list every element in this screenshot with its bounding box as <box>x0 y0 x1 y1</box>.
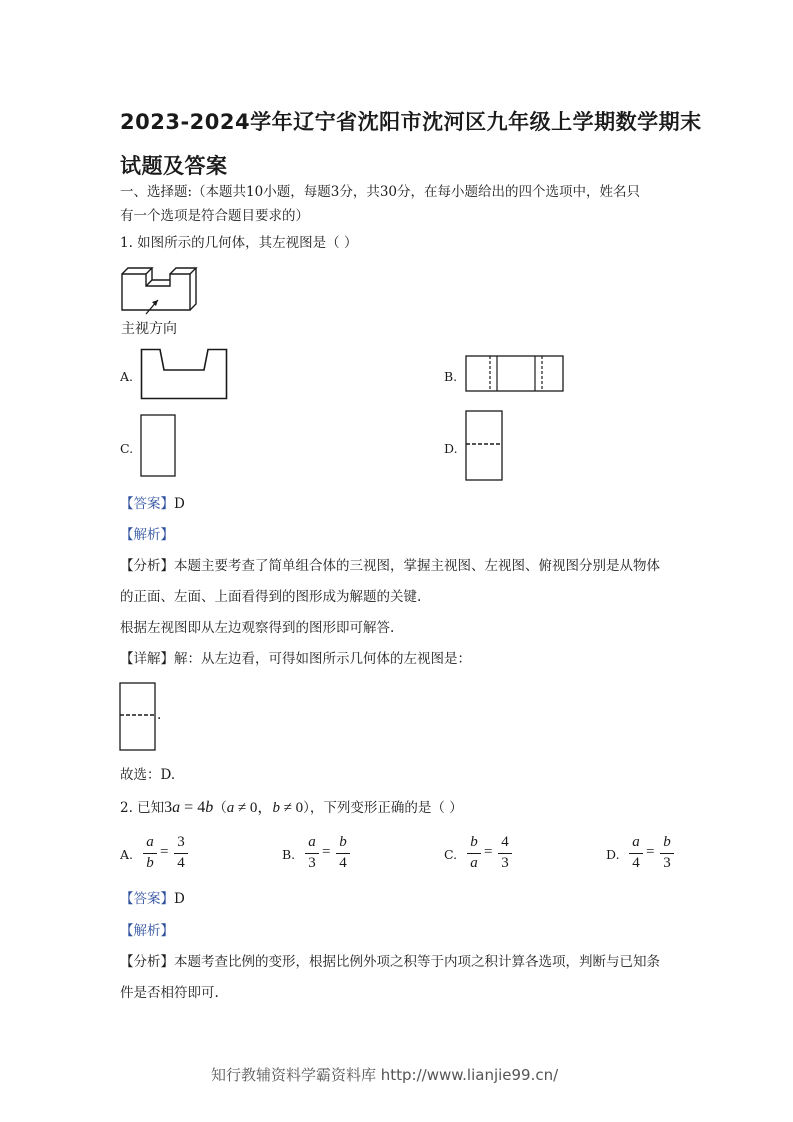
cond-ne-1: ≠ 0， <box>234 800 273 816</box>
fenxi-line-3: 根据左视图即从左边观察得到的图形即可解答. <box>120 620 395 636</box>
option-a-figure <box>140 348 228 400</box>
cond-var-a: a <box>226 800 235 816</box>
solid-figure <box>114 262 214 324</box>
q2-answer-tag: 【答案】 <box>120 891 174 907</box>
q2-fenxi-line-1 <box>120 956 660 970</box>
q2-option-equals: = <box>484 844 493 860</box>
option-c-label: C. <box>120 441 134 456</box>
conclusion: 故选：D. <box>120 767 176 783</box>
q2-option-left-fraction <box>629 834 643 872</box>
section-instructions: 一、选择题:（本题共10小题，每题3分，共30分，在每小题给出的四个选项中，姓名只 <box>120 184 640 200</box>
q2-option-right-fraction-bar <box>174 853 188 854</box>
q2-stem-prefix: 2. 已知 <box>120 800 165 816</box>
option-d-label: D. <box>444 441 458 456</box>
cond-close: ），下列变形正确的是（ ） <box>303 800 463 816</box>
q2-option-left-fraction-bar <box>629 853 643 854</box>
cond-var-b: b <box>272 800 280 816</box>
q2-option-right-fraction-numerator: b <box>339 834 347 850</box>
q2-option-left-fraction-numerator: a <box>632 834 640 850</box>
q2-option-label: A. <box>120 847 134 862</box>
figure-period: . <box>157 707 162 723</box>
q2-option-left-fraction-numerator: b <box>470 834 478 850</box>
q2-option-right-fraction-bar <box>336 853 350 854</box>
q2-equation <box>164 799 213 816</box>
view-direction-caption: 主视方向 <box>121 321 177 337</box>
q2-option-right-fraction-denominator: 3 <box>663 855 671 871</box>
detail-text: 解：从左边看，可得如图所示几何体的左视图是： <box>174 651 471 667</box>
q2-option-equals: = <box>646 844 655 860</box>
q2-option-left-fraction <box>143 834 157 872</box>
q2-option-label: C. <box>444 847 458 862</box>
q2-fenxi-line-2: 件是否相符即可. <box>120 985 219 1001</box>
eq-coef-3: 3 <box>164 799 173 816</box>
eq-var-b: b <box>205 799 214 816</box>
left-view-figure <box>119 682 162 752</box>
answer-tag: 【答案】 <box>120 496 174 512</box>
q2-analysis-tag: 【解析】 <box>120 923 174 939</box>
q2-fenxi-tag: 【分析】 <box>120 954 174 970</box>
q2-conditions <box>227 800 303 816</box>
q2-option-left-fraction-denominator: 3 <box>308 855 316 871</box>
q2-option-right-fraction-bar <box>498 853 512 854</box>
q2-fenxi-text: 本题考查比例的变形，根据比例外项之积等于内项之积计算各选项，判断与已知条 <box>174 954 660 970</box>
q2-option-right-fraction-bar <box>660 853 674 854</box>
q2-option-left-fraction-bar <box>467 853 481 854</box>
question-2-stem <box>120 796 463 817</box>
fenxi-text: 本题主要考查了简单组合体的三视图，掌握主视图、左视图、俯视图分别是从物体 <box>174 558 660 574</box>
q2-option-left-fraction-bar <box>143 853 157 854</box>
section-instructions-line2: 有一个选项是符合题目要求的） <box>120 208 309 224</box>
cond-ne-2: ≠ 0 <box>279 800 304 816</box>
q2-option-right-fraction <box>498 834 512 872</box>
q2-option-left-fraction-denominator: a <box>470 855 478 871</box>
q2-option-left-fraction-denominator: 4 <box>632 855 640 871</box>
fenxi-line-2: 的正面、左面、上面看得到的图形成为解题的关键. <box>120 589 422 605</box>
q2-option-right-fraction <box>336 834 350 872</box>
q2-option-left-fraction-denominator: b <box>146 855 154 871</box>
q2-answer-line <box>120 893 185 907</box>
fenxi-tag: 【分析】 <box>120 558 174 574</box>
option-b-label: B. <box>444 369 458 384</box>
option-c-figure <box>140 414 178 478</box>
q2-option-label: B. <box>282 847 296 862</box>
answer-value: D <box>174 496 185 512</box>
q2-option-label: D. <box>606 847 620 862</box>
q2-option-right-fraction-numerator: b <box>663 834 671 850</box>
q2-option-left-fraction-bar <box>305 853 319 854</box>
q2-option-left-fraction-numerator: a <box>308 834 316 850</box>
answer-line <box>120 498 185 512</box>
q2-option-equals: = <box>322 844 331 860</box>
q2-option-left-fraction <box>467 834 481 872</box>
q2-option-left-fraction <box>305 834 319 872</box>
q2-option-equals: = <box>160 844 169 860</box>
eq-equals-4: = 4 <box>180 799 206 816</box>
option-b-figure <box>465 355 565 393</box>
detail-line <box>120 653 471 667</box>
q2-option-right-fraction <box>174 834 188 872</box>
q2-option-left-fraction-numerator: a <box>146 834 154 850</box>
q2-option-right-fraction-denominator: 4 <box>339 855 347 871</box>
cond-open: （ <box>213 800 227 816</box>
analysis-tag: 【解析】 <box>120 527 174 543</box>
detail-tag: 【详解】 <box>120 651 174 667</box>
q2-option-right-fraction-numerator: 4 <box>501 834 509 850</box>
question-1-stem: 1. 如图所示的几何体，其左视图是（ ） <box>120 235 358 251</box>
q2-answer-value: D <box>174 891 185 907</box>
page-title-line2: 试题及答案 <box>120 154 228 178</box>
footer-source: 知行教辅资料学霸资料库 http://www.lianjie99.cn/ <box>211 1066 559 1084</box>
q2-option-right-fraction <box>660 834 674 872</box>
q2-option-right-fraction-numerator: 3 <box>177 834 185 850</box>
fenxi-line-1 <box>120 560 660 574</box>
option-d-figure <box>465 410 505 482</box>
eq-var-a: a <box>172 799 181 816</box>
q2-option-right-fraction-denominator: 3 <box>501 855 509 871</box>
q2-option-right-fraction-denominator: 4 <box>177 855 185 871</box>
option-a-label: A. <box>120 369 134 384</box>
page-title: 2023-2024学年辽宁省沈阳市沈河区九年级上学期数学期末 <box>120 110 702 134</box>
